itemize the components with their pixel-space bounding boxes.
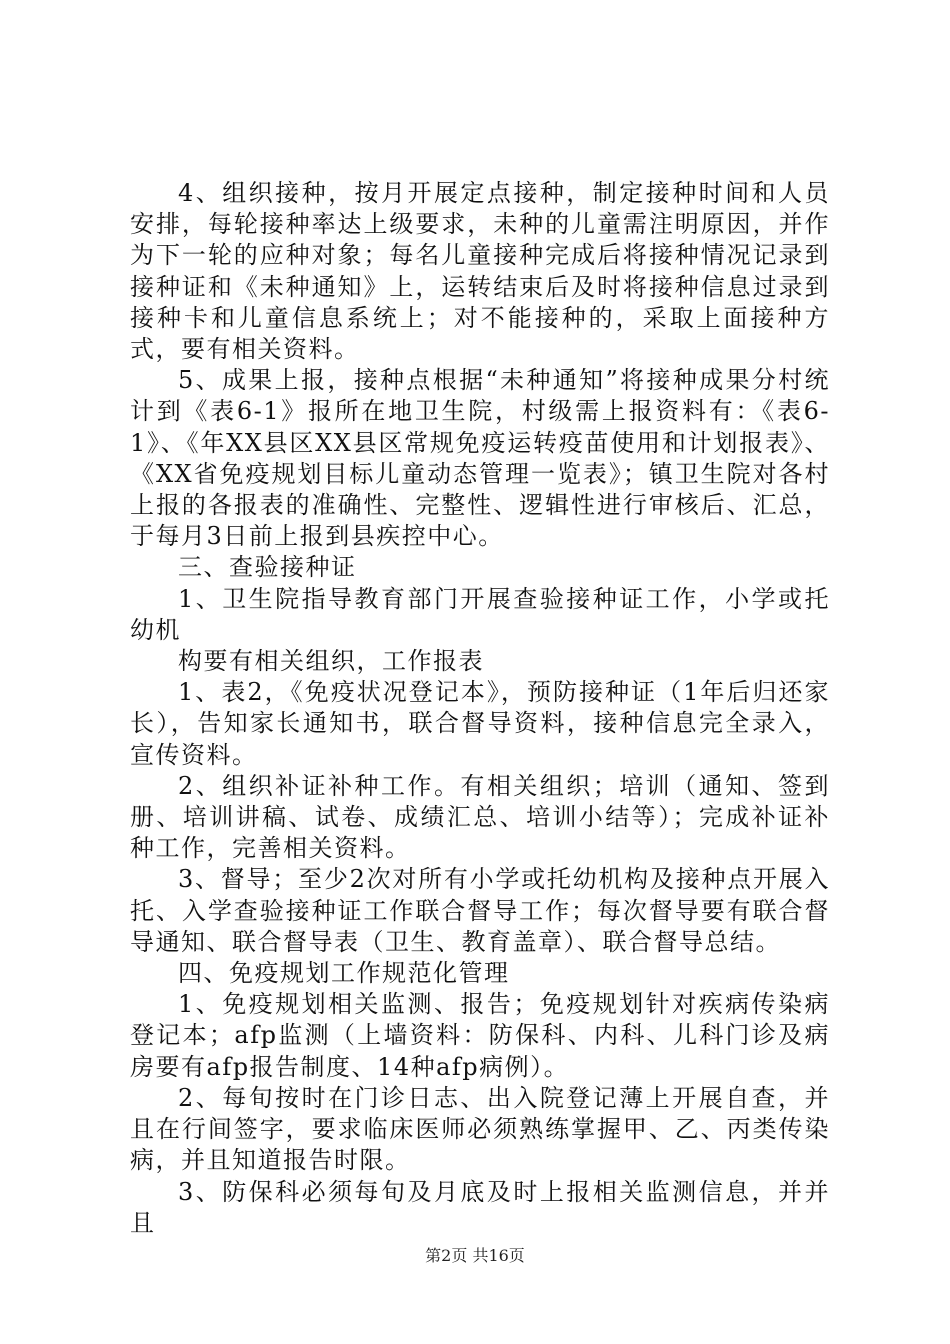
paragraph-check-certificate-1: 1、卫生院指导教育部门开展查验接种证工作，小学或托幼机 bbox=[130, 584, 830, 644]
paragraph-item-4-vaccination: 4、组织接种，按月开展定点接种，制定接种时间和人员安排，每轮接种率达上级要求，未种的儿童需注明原因，并作为下一轮的应种对象；每名儿童接种完成后将接种情况记录到接种证和《未种通知》上，运转结束后及时将接种信息过录到接种卡和儿童信息系统上；对不能接种的，采取上面接种方式，要有相关资料。 bbox=[130, 179, 830, 364]
section-heading-4: 四、免疫规划工作规范化管理 bbox=[178, 959, 510, 988]
paragraph-forms-list: 1、表2，《免疫状况登记本》，预防接种证（1年后归还家长），告知家长通知书，联合督导资料，接种信息完全录入，宣传资料。 bbox=[130, 678, 830, 769]
paragraph-self-check: 2、每旬按时在门诊日志、出入院登记薄上开展自查，并且在行间签字，要求临床医师必须熟练掌握甲、乙、丙类传染病，并且知道报告时限。 bbox=[130, 1083, 830, 1175]
paragraph-supervision: 3、督导；至少2次对所有小学或托幼机构及接种点开展入托、入学查验接种证工作联合督导工作；每次督导要有联合督导通知、联合督导表（卫生、教育盖章）、联合督导总结。 bbox=[130, 865, 830, 956]
paragraph-check-certificate-1-cont: 构要有相关组织，工作报表 bbox=[178, 647, 484, 676]
document-body bbox=[130, 178, 830, 1239]
section-heading-3: 三、查验接种证 bbox=[178, 553, 357, 582]
page-number-footer: 第2页 共16页 bbox=[425, 1246, 525, 1265]
paragraph-supplementary-work: 2、组织补证补种工作。有相关组织；培训（通知、签到册、培训讲稿、试卷、成绩汇总、培训小结等）；完成补证补种工作，完善相关资料。 bbox=[130, 771, 830, 863]
paragraph-monitoring: 1、免疫规划相关监测、报告；免疫规划针对疾病传染病登记本；afp监测（上墙资料：防保科、内科、儿科门诊及病房要有afp报告制度、14种afp病例）。 bbox=[130, 990, 830, 1081]
paragraph-report-info: 3、防保科必须每旬及月底及时上报相关监测信息，并并且 bbox=[130, 1177, 830, 1237]
paragraph-item-5-report: 5、成果上报，接种点根据“未种通知”将接种成果分村统计到《表6-1》报所在地卫生院，村级需上报资料有：《表6-1》、《年XX县区XX县区常规免疫运转疫苗使用和计划报表》、《XX省免疫规划目标儿童动态管理一览表》；镇卫生院对各村上报的各报表的准确性、完整性、逻辑性进行审核后、汇总，于每月3日前上报到县疾控中心。 bbox=[130, 366, 830, 551]
